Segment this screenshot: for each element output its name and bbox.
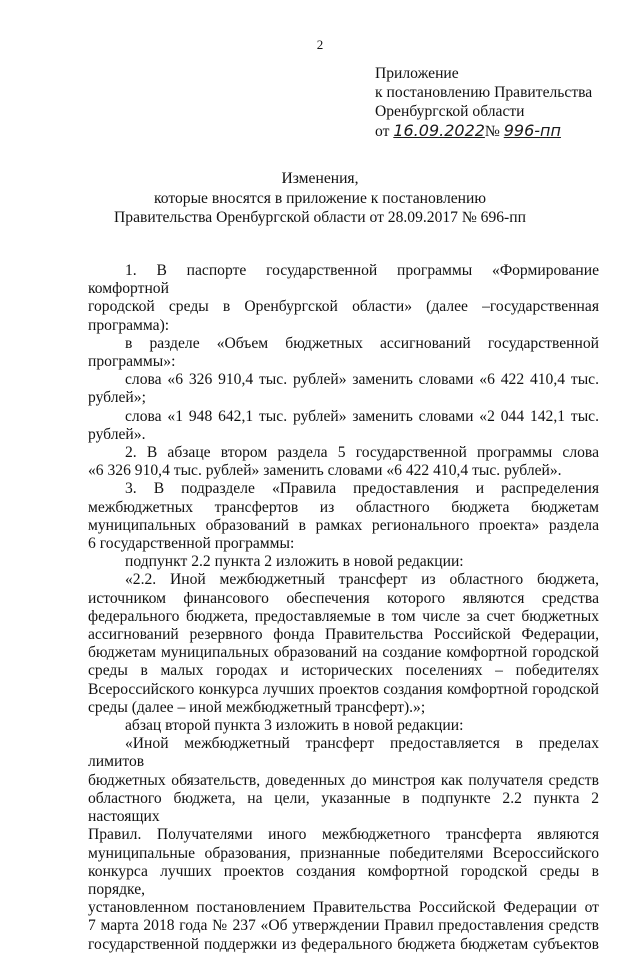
- paragraph-8: [88, 571, 599, 717]
- text-line: конкурса лучших проектов создания комфортной городской среды в порядке,: [88, 862, 599, 898]
- text-line: слова «1 948 642,1 тыс. рублей» заменить словами «2 044 142,1 тыс.: [125, 407, 599, 425]
- text-line: Правил. Получателями иного межбюджетного трансферта являются: [88, 826, 599, 844]
- paragraph-9: [88, 717, 599, 735]
- text-line: муниципальные образования, признанные победителями Всероссийского: [88, 844, 599, 862]
- text-line: рублей».: [88, 425, 146, 443]
- heading-line-2: которые вносятся в приложение к постановлению: [154, 189, 486, 207]
- text-line: в разделе «Объем бюджетных ассигнований государственной: [125, 334, 599, 352]
- document-heading: [0, 169, 640, 228]
- heading-line-3: Правительства Оренбургской области от 28.09.2017 № 696-пп: [114, 209, 526, 226]
- paragraph-2: [88, 335, 599, 371]
- paragraph-5: [88, 444, 599, 480]
- text-line: «6 326 910,4 тыс. рублей» заменить словами «6 422 410,4 тыс. рублей».: [88, 462, 562, 480]
- text-line: слова «6 326 910,4 тыс. рублей» заменить словами «6 422 410,4 тыс.: [125, 371, 599, 389]
- paragraph-7: [88, 553, 599, 571]
- text-line: муниципальных образований в рамках регионального проекта» раздела: [88, 516, 599, 534]
- text-line: программа):: [88, 316, 170, 334]
- text-line: государственной поддержки из федерального бюджета бюджетам субъектов: [88, 935, 599, 953]
- approval-line-2: к постановлению Правительства: [375, 84, 593, 101]
- text-line: программы»:: [88, 353, 176, 371]
- text-line: среды (далее – иной межбюджетный трансферт).»;: [88, 698, 426, 716]
- text-line: городской среды в Оренбургской области» (далее –государственная: [88, 298, 599, 316]
- text-line: «Иной межбюджетный трансферт предоставляется в пределах лимитов: [88, 735, 599, 771]
- text-line: бюджетам муниципальных образований на создание комфортной городской: [88, 644, 599, 662]
- text-line: Всероссийского конкурса лучших проектов создания комфортной городской: [88, 680, 599, 698]
- text-line: федерального бюджета, предоставляемые в том числе за счет бюджетных: [88, 607, 599, 625]
- text-line: «2.2. Иной межбюджетный трансферт из областного бюджета,: [125, 571, 599, 589]
- approval-date: 16.09.2022: [393, 121, 485, 140]
- approval-prefix: от: [375, 123, 390, 140]
- text-line: абзац второй пункта 3 изложить в новой редакции:: [125, 717, 464, 735]
- text-line: межбюджетных трансфертов из областного бюджета бюджетам: [88, 498, 599, 516]
- text-line: 7 марта 2018 года № 237 «Об утверждении Правил предоставления средств: [88, 917, 599, 935]
- approval-date-line: [375, 121, 592, 141]
- text-line: 1. В паспорте государственной программы «Формирование комфортной: [88, 262, 599, 298]
- paragraph-3: [88, 371, 599, 407]
- text-line: источником финансового обеспечения которого являются средства: [88, 589, 599, 607]
- heading-title: Изменения,: [281, 170, 359, 187]
- approval-line-3: Оренбургской области: [375, 103, 525, 120]
- text-line: бюджетных обязательств, доведенных до минстроя как получателя средств: [88, 771, 599, 789]
- paragraph-1: [88, 262, 599, 335]
- text-line: ассигнований резервного фонда Правительства Российской Федерации,: [88, 626, 599, 644]
- document-body: [88, 262, 599, 954]
- text-line: 6 государственной программы:: [88, 535, 295, 553]
- approval-line-1: Приложение: [375, 65, 459, 82]
- text-line: рублей»;: [88, 389, 146, 407]
- text-line: среды в малых городах и исторических поселениях – победителях: [88, 662, 599, 680]
- approval-block: [375, 64, 592, 141]
- approval-number-sign: №: [484, 123, 500, 140]
- approval-number: 996-пп: [503, 121, 561, 140]
- text-line: областного бюджета, на цели, указанные в подпункте 2.2 пункта 2 настоящих: [88, 789, 599, 826]
- page-number: 2: [316, 37, 324, 52]
- paragraph-6: [88, 480, 599, 553]
- text-line: 3. В подразделе «Правила предоставления и распределения: [125, 480, 599, 498]
- paragraph-10: [88, 735, 599, 953]
- text-line: подпункт 2.2 пункта 2 изложить в новой редакции:: [125, 553, 464, 571]
- text-line: установленном постановлением Правительства Российской Федерации от: [88, 899, 599, 917]
- paragraph-4: [88, 408, 599, 444]
- text-line: 2. В абзаце втором раздела 5 государственной программы слова: [125, 444, 599, 462]
